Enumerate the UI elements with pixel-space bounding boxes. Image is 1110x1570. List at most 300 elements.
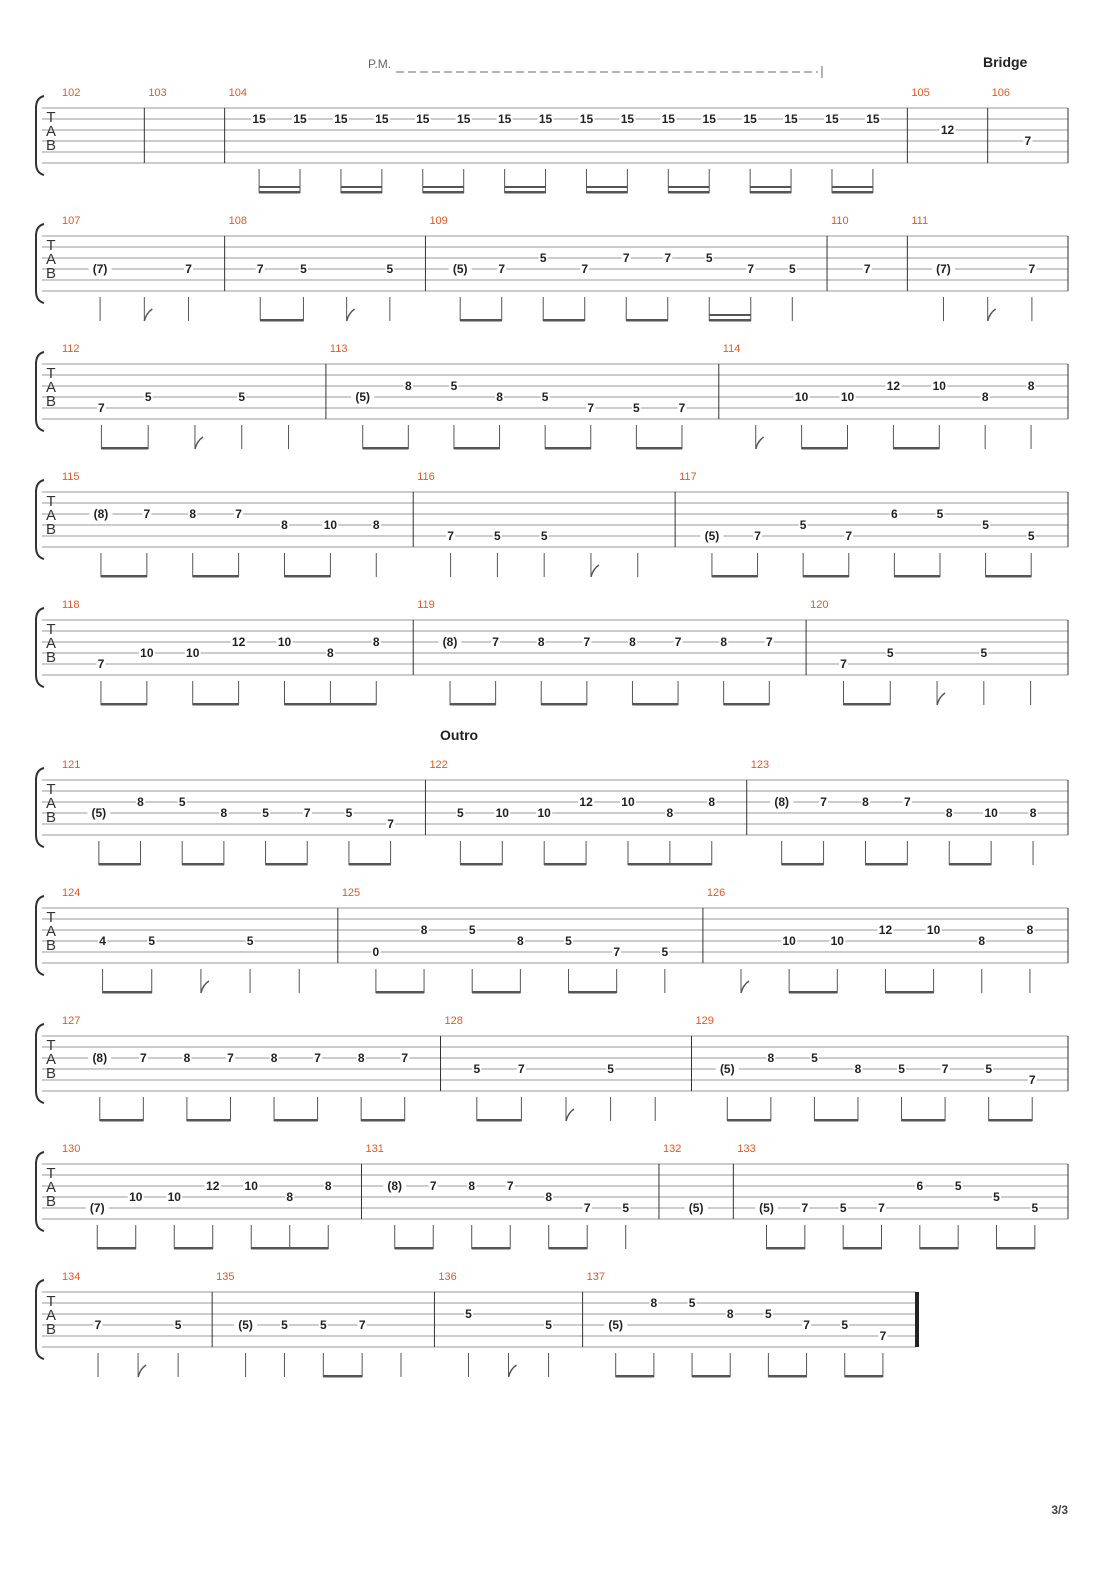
measure-number: 137 <box>586 1271 605 1283</box>
fret-number: 6 <box>891 507 898 521</box>
fret-number: 15 <box>538 112 553 126</box>
fret-number: 7 <box>401 1051 409 1065</box>
fret-number: 10 <box>244 1179 258 1193</box>
eighth-flag <box>756 437 764 449</box>
fret-number: 15 <box>293 112 307 126</box>
fret-number: 10 <box>621 795 635 809</box>
measure <box>907 215 1036 321</box>
tab-clef-letter: B <box>45 265 57 282</box>
measure-number: 126 <box>706 887 726 899</box>
fret-number: 12 <box>206 1179 220 1193</box>
measure-number: 132 <box>662 1143 682 1155</box>
measure-number: 120 <box>810 599 829 611</box>
fret-number: 5 <box>982 518 989 532</box>
fret-number: (7) <box>936 262 951 276</box>
fret-number: 5 <box>465 1307 472 1321</box>
fret-number: 7 <box>303 806 311 820</box>
note-beam <box>454 447 500 450</box>
tab-clef-letter: T <box>46 781 56 798</box>
fret-number: 7 <box>235 507 242 521</box>
fret-number: 7 <box>803 1318 810 1332</box>
fret-number: 8 <box>324 1179 332 1193</box>
note-beam <box>100 1119 144 1122</box>
note-beam <box>460 319 502 322</box>
fret-number: 7 <box>1028 262 1036 276</box>
fret-number: 5 <box>980 646 988 660</box>
tab-system <box>36 1271 919 1378</box>
fret-number: 8 <box>372 635 380 649</box>
note-beam <box>709 319 751 322</box>
note-beam <box>193 703 239 706</box>
tab-clef-letter: T <box>46 1165 56 1182</box>
fret-number: (5) <box>452 262 468 276</box>
fret-number: 5 <box>238 390 246 404</box>
measure-number: 136 <box>438 1271 457 1283</box>
fret-number: 5 <box>688 1296 696 1310</box>
fret-number: 10 <box>926 923 941 937</box>
measure-number: 134 <box>62 1271 81 1283</box>
fret-number: 5 <box>839 1201 847 1215</box>
fret-number: 5 <box>565 934 572 948</box>
fret-number: 7 <box>387 817 394 831</box>
measure <box>62 215 193 321</box>
note-beam <box>767 1247 805 1250</box>
fret-number: 5 <box>545 1318 552 1332</box>
note-beam <box>628 863 712 866</box>
measure <box>441 1015 656 1122</box>
fret-number: 10 <box>794 390 809 404</box>
fret-number: 10 <box>129 1190 143 1204</box>
fret-number: (5) <box>719 1062 735 1076</box>
measure-number: 115 <box>62 471 80 483</box>
note-beam <box>894 575 940 578</box>
note-beam <box>477 1119 522 1122</box>
fret-number: 15 <box>743 112 757 126</box>
fret-number: (5) <box>91 806 107 820</box>
fret-number: 5 <box>386 262 394 276</box>
measure-number: 135 <box>216 1271 235 1283</box>
fret-number: 8 <box>862 795 869 809</box>
fret-number: 8 <box>270 1051 278 1065</box>
fret-number: 7 <box>1028 1073 1036 1087</box>
fret-number: 8 <box>1029 806 1037 820</box>
eighth-flag <box>988 309 996 321</box>
fret-number: 5 <box>457 806 464 820</box>
section-label-outro: Outro <box>440 727 479 743</box>
fret-number: 10 <box>167 1190 181 1204</box>
fret-number: 15 <box>661 112 675 126</box>
fret-number: 15 <box>252 112 266 126</box>
tab-clef-letter: B <box>45 809 57 826</box>
note-beam-16th <box>668 186 709 188</box>
tab-clef-letter: A <box>45 1179 57 1196</box>
note-beam <box>543 319 585 322</box>
fret-number: 5 <box>841 1318 849 1332</box>
tab-clef-letter: A <box>45 251 57 268</box>
fret-number: 0 <box>372 945 380 959</box>
eighth-flag <box>566 1109 574 1121</box>
tab-clef-letter: B <box>45 649 57 666</box>
note-beam <box>989 1119 1033 1122</box>
note-beam <box>103 991 152 994</box>
fret-number: 5 <box>300 262 307 276</box>
fret-number: 10 <box>495 806 509 820</box>
fret-number: 7 <box>664 251 672 265</box>
measure <box>733 1143 1039 1250</box>
fret-number: 7 <box>429 1179 437 1193</box>
measure-number: 107 <box>62 215 81 227</box>
fret-number: (8) <box>774 795 790 809</box>
measure-number: 113 <box>329 343 348 355</box>
tab-system <box>36 1143 1068 1250</box>
fret-number: 8 <box>666 806 674 820</box>
fret-number: 7 <box>904 795 911 809</box>
eighth-flag <box>509 1365 517 1377</box>
note-beam <box>865 863 907 866</box>
fret-number: 15 <box>334 112 348 126</box>
tab-system <box>36 215 1068 322</box>
fret-number: 7 <box>820 795 827 809</box>
eighth-flag <box>937 693 945 705</box>
note-beam <box>712 575 758 578</box>
fret-number: 10 <box>140 646 154 660</box>
tab-clef-letter: B <box>45 1065 57 1082</box>
tab-clef-letter: B <box>45 1193 57 1210</box>
fret-number: 15 <box>457 112 471 126</box>
fret-number: 5 <box>622 1201 630 1215</box>
measure <box>326 343 687 450</box>
systems-layer <box>36 87 1068 1378</box>
fret-number: 7 <box>518 1062 525 1076</box>
fret-number: 5 <box>148 934 156 948</box>
measure <box>675 471 1036 578</box>
note-beam <box>260 319 303 322</box>
fret-number: 15 <box>375 112 389 126</box>
fret-number: 5 <box>765 1307 772 1321</box>
note-beam-16th <box>709 314 751 316</box>
note-beam <box>450 703 496 706</box>
fret-number: 8 <box>545 1190 553 1204</box>
measure-number: 105 <box>911 87 930 99</box>
tab-clef-letter: T <box>46 1293 56 1310</box>
fret-number: 8 <box>183 1051 191 1065</box>
fret-number: 8 <box>854 1062 862 1076</box>
fret-number: 5 <box>541 390 549 404</box>
note-beam <box>902 1119 946 1122</box>
eighth-flag <box>591 565 599 577</box>
measure-number: 122 <box>429 759 448 771</box>
fret-number: 7 <box>878 1201 885 1215</box>
fret-number: 5 <box>494 529 501 543</box>
fret-number: 8 <box>327 646 334 660</box>
fret-number: 15 <box>579 112 594 126</box>
tab-clef-letter: T <box>46 909 56 926</box>
fret-number: 7 <box>845 529 853 543</box>
fret-number: 10 <box>323 518 338 532</box>
note-beam <box>99 863 141 866</box>
fret-number: 15 <box>416 112 430 126</box>
note-beam <box>803 575 849 578</box>
measure-number: 118 <box>62 599 80 611</box>
tab-system <box>36 759 1068 866</box>
measure <box>62 471 381 578</box>
measure <box>225 87 881 194</box>
note-beam <box>187 1119 231 1122</box>
page-number: 3/3 <box>1051 1503 1068 1517</box>
measure-number: 130 <box>62 1143 81 1155</box>
measure <box>413 599 774 706</box>
measure <box>703 887 1035 994</box>
measure-number: 109 <box>429 215 448 227</box>
note-beam <box>472 1247 510 1250</box>
measure <box>692 1015 1037 1122</box>
note-beam <box>997 1247 1035 1250</box>
fret-number: 5 <box>799 518 807 532</box>
fret-number: 7 <box>97 657 105 671</box>
note-beam <box>692 1375 730 1378</box>
measure <box>583 1271 888 1378</box>
fret-number: 8 <box>978 934 986 948</box>
note-beam <box>949 863 991 866</box>
note-beam <box>193 575 239 578</box>
fret-number: 8 <box>517 934 524 948</box>
fret-number: 7 <box>587 401 595 415</box>
fret-number: 8 <box>1026 923 1034 937</box>
note-beam <box>423 191 464 194</box>
fret-number: 5 <box>281 1318 288 1332</box>
note-beam-16th <box>505 186 546 188</box>
tab-clef-letter: A <box>45 923 57 940</box>
fret-number: 7 <box>140 1051 147 1065</box>
fret-number: 7 <box>94 1318 102 1332</box>
fret-number: 5 <box>144 390 152 404</box>
fret-number: 8 <box>468 1179 476 1193</box>
fret-number: 5 <box>450 379 458 393</box>
note-beam <box>541 703 587 706</box>
fret-number: 7 <box>863 262 871 276</box>
fret-number: 8 <box>420 923 428 937</box>
fret-number: 8 <box>767 1051 775 1065</box>
fret-number: 7 <box>747 262 755 276</box>
tab-clef-letter: T <box>46 1037 56 1054</box>
fret-number: 5 <box>936 507 944 521</box>
note-beam <box>782 863 824 866</box>
fret-number: 7 <box>674 635 682 649</box>
tab-clef-letter: A <box>45 1051 57 1068</box>
fret-number: 5 <box>1027 529 1035 543</box>
note-beam <box>274 1119 318 1122</box>
fret-number: (8) <box>93 507 109 521</box>
note-beam <box>182 863 224 866</box>
fret-number: (7) <box>92 262 108 276</box>
fret-number: 12 <box>878 923 893 937</box>
fret-number: 15 <box>620 112 635 126</box>
fret-number: 8 <box>137 795 144 809</box>
eighth-flag <box>347 309 355 321</box>
fret-number: 5 <box>661 945 669 959</box>
fret-number: 5 <box>788 262 796 276</box>
fret-number: 8 <box>357 1051 365 1065</box>
fret-number: (5) <box>704 529 720 543</box>
note-beam <box>361 1119 405 1122</box>
fret-number: (5) <box>238 1318 253 1332</box>
note-beam <box>920 1247 958 1250</box>
tab-system <box>36 471 1068 578</box>
fret-number: 15 <box>825 112 839 126</box>
fret-number: 5 <box>705 251 713 265</box>
note-beam <box>843 1247 881 1250</box>
note-beam <box>472 991 520 994</box>
fret-number: 8 <box>720 635 728 649</box>
fret-number: 5 <box>174 1318 182 1332</box>
fret-number: 8 <box>404 379 412 393</box>
note-beam <box>349 863 391 866</box>
eighth-flag <box>201 981 209 993</box>
measure-number: 119 <box>417 599 435 611</box>
fret-number: 5 <box>1031 1201 1039 1215</box>
measure <box>212 1271 401 1378</box>
eighth-flag <box>144 309 152 321</box>
measure-number: 125 <box>341 887 361 899</box>
note-beam <box>97 1247 135 1250</box>
tab-clef-letter: B <box>45 521 57 538</box>
measure-number: 102 <box>62 87 81 99</box>
fret-number: 12 <box>579 795 593 809</box>
fret-number: 8 <box>537 635 545 649</box>
tab-clef-letter: T <box>46 621 56 638</box>
tab-clef-letter: B <box>45 137 57 154</box>
note-beam <box>569 991 617 994</box>
note-beam <box>893 447 939 450</box>
fret-number: 7 <box>941 1062 949 1076</box>
fret-number: 5 <box>898 1062 905 1076</box>
fret-number: 10 <box>984 806 998 820</box>
fret-number: 8 <box>726 1307 734 1321</box>
fret-number: 8 <box>189 507 197 521</box>
measure-number: 103 <box>148 87 167 99</box>
measure <box>62 1015 409 1122</box>
fret-number: 7 <box>583 635 591 649</box>
note-beam <box>505 191 546 194</box>
fret-number: 7 <box>143 507 151 521</box>
measure-number: 117 <box>679 471 697 483</box>
note-beam <box>544 863 586 866</box>
fret-number: 5 <box>262 806 269 820</box>
fret-number: (5) <box>688 1201 704 1215</box>
note-beam <box>549 1247 587 1250</box>
measure-number: 116 <box>417 471 435 483</box>
tab-clef-letter: T <box>46 493 56 510</box>
note-beam <box>626 319 668 322</box>
note-beam <box>101 575 147 578</box>
note-beam <box>266 863 308 866</box>
note-beam <box>284 703 376 706</box>
fret-number: 5 <box>985 1062 992 1076</box>
fret-number: 5 <box>607 1062 614 1076</box>
measure <box>806 599 1031 706</box>
fret-number: 15 <box>866 112 880 126</box>
note-beam <box>845 1375 883 1378</box>
fret-number: 5 <box>246 934 254 948</box>
measure-number: 104 <box>228 87 247 99</box>
fret-number: 7 <box>581 262 589 276</box>
tab-clef-letter: A <box>45 507 57 524</box>
fret-number: 5 <box>540 529 548 543</box>
fret-number: 7 <box>447 529 454 543</box>
fret-number: 4 <box>99 934 106 948</box>
note-beam <box>323 1375 362 1378</box>
note-beam <box>632 703 678 706</box>
fret-number: 15 <box>702 112 716 126</box>
tab-clef-letter: B <box>45 1321 57 1338</box>
fret-number: 7 <box>840 657 847 671</box>
measure-number: 129 <box>695 1015 714 1027</box>
fret-number: 8 <box>650 1296 658 1310</box>
fret-number: (8) <box>387 1179 403 1193</box>
note-beam <box>885 991 933 994</box>
measure-number: 127 <box>62 1015 81 1027</box>
fret-number: 5 <box>633 401 640 415</box>
note-beam <box>174 1247 212 1250</box>
section-label-bridge: Bridge <box>983 54 1028 70</box>
tab-clef-letter: B <box>45 393 57 410</box>
measure-number: 133 <box>737 1143 756 1155</box>
tab-system <box>36 87 1068 194</box>
fret-number: 15 <box>497 112 512 126</box>
note-beam-16th <box>586 186 627 188</box>
tab-clef-letter: T <box>46 109 56 126</box>
note-beam-16th <box>423 186 464 188</box>
fret-number: 7 <box>583 1201 591 1215</box>
fret-number: 5 <box>811 1051 818 1065</box>
measure-number: 114 <box>722 343 741 355</box>
tab-system <box>36 1015 1068 1122</box>
fret-number: 7 <box>492 635 499 649</box>
fret-number: 7 <box>358 1318 366 1332</box>
fret-number: 8 <box>981 390 989 404</box>
fret-number: (7) <box>89 1201 105 1215</box>
note-beam <box>789 991 837 994</box>
eighth-flag <box>138 1365 146 1377</box>
fret-number: 10 <box>782 934 796 948</box>
measure-number: 112 <box>62 343 80 355</box>
fret-number: 5 <box>319 1318 327 1332</box>
note-beam <box>460 863 502 866</box>
tab-clef-letter: A <box>45 635 57 652</box>
note-beam <box>616 1375 654 1378</box>
tab-clef-letter: A <box>45 1307 57 1324</box>
fret-number: 15 <box>784 112 798 126</box>
fret-number: 7 <box>754 529 761 543</box>
note-beam <box>750 191 791 194</box>
measure <box>361 1143 630 1250</box>
measure <box>62 343 289 450</box>
note-beam <box>251 1247 328 1250</box>
fret-number: 8 <box>945 806 953 820</box>
tab-system <box>36 343 1068 450</box>
tab-clef-letter: T <box>46 237 56 254</box>
fret-number: 7 <box>1024 134 1032 148</box>
measure <box>62 887 299 994</box>
measure-number: 106 <box>991 87 1011 99</box>
measure <box>338 887 670 994</box>
fret-number: (8) <box>92 1051 108 1065</box>
tab-system <box>36 887 1068 994</box>
fret-number: 8 <box>372 518 380 532</box>
note-beam-16th <box>832 186 873 188</box>
fret-number: 8 <box>629 635 636 649</box>
note-beam-16th <box>750 186 791 188</box>
